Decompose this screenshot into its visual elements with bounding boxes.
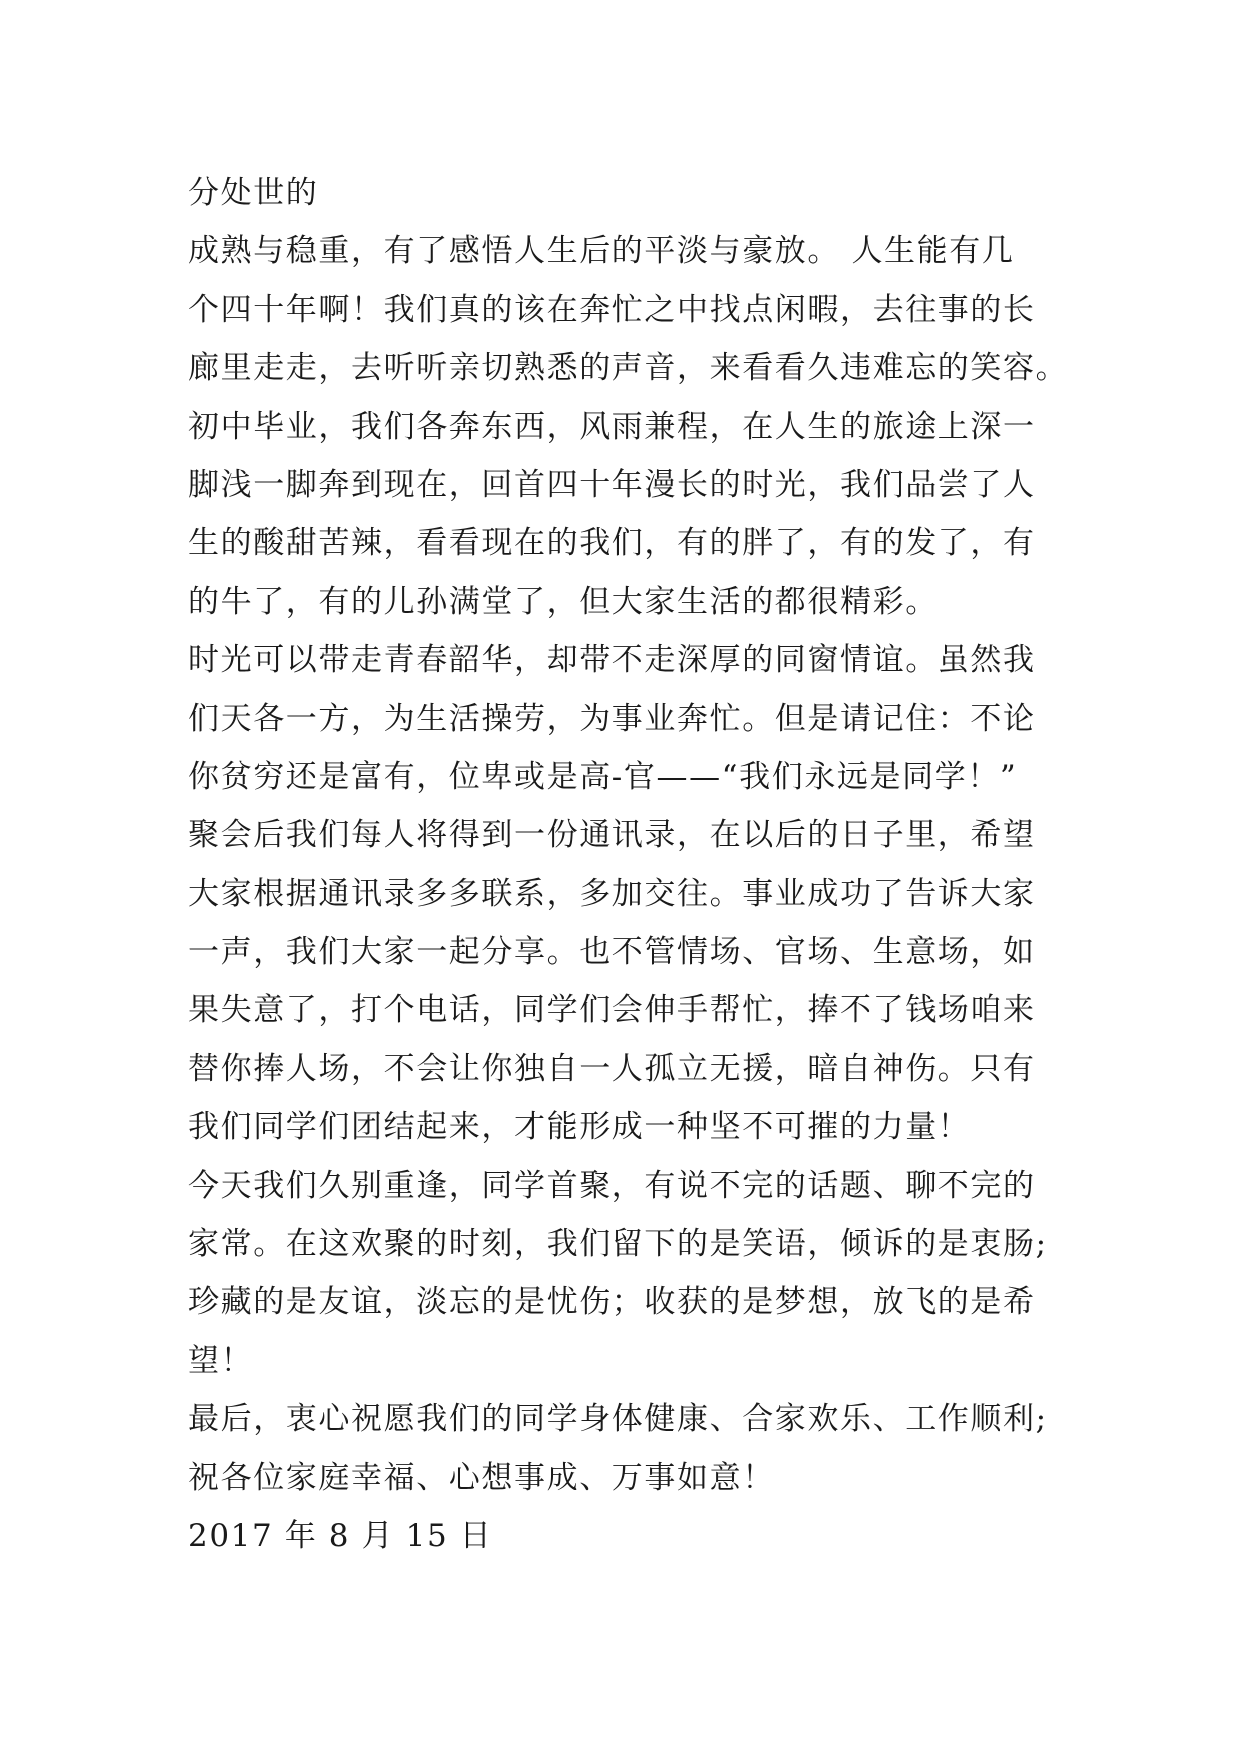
text-line: 廊里走走，去听听亲切熟悉的声音，来看看久违难忘的笑容。 [188,350,1069,387]
text-line: 初中毕业，我们各奔东西，风雨兼程，在人生的旅途上深一 [188,408,1036,445]
text-line: 我们同学们团结起来，才能形成一种坚不可摧的力量！ [188,1109,971,1146]
text-line: 今天我们久别重逢，同学首聚，有说不完的话题、聊不完的 [188,1167,1036,1204]
text-line: 家常。在这欢聚的时刻，我们留下的是笑语，倾诉的是衷肠; [188,1226,1048,1263]
text-line: 脚浅一脚奔到现在，回首四十年漫长的时光，我们品尝了人 [188,466,1036,503]
document-body [188,164,1068,1565]
text-line: 大家根据通讯录多多联系，多加交往。事业成功了告诉大家 [188,875,1036,912]
text-line: 珍藏的是友谊，淡忘的是忧伤；收获的是梦想，放飞的是希 [188,1284,1036,1321]
text-line: 望！ [188,1342,254,1379]
text-line: 祝各位家庭幸福、心想事成、万事如意！ [188,1459,775,1496]
text-line: 最后，衷心祝愿我们的同学身体健康、合家欢乐、工作顺利; [188,1401,1048,1438]
date-line: 2017 年 8 月 15 日 [188,1517,493,1554]
text-line: 的牛了，有的儿孙满堂了，但大家生活的都很精彩。 [188,583,938,620]
text-line: 个四十年啊！我们真的该在奔忙之中找点闲暇，去往事的长 [188,291,1036,328]
text-line: 替你捧人场，不会让你独自一人孤立无援，暗自神伤。只有 [188,1050,1036,1087]
text-line: 分处世的 [188,175,319,211]
text-line: 果失意了，打个电话，同学们会伸手帮忙，捧不了钱场咱来 [188,992,1036,1029]
text-line: 们天各一方，为生活操劳，为事业奔忙。但是请记住：不论 [188,700,1036,737]
text-line: 一声，我们大家一起分享。也不管情场、官场、生意场，如 [188,934,1036,971]
text-line: 成熟与稳重，有了感悟人生后的平淡与豪放。 人生能有几 [188,233,1015,270]
text-line: 生的酸甜苦辣，看看现在的我们，有的胖了，有的发了，有 [188,525,1036,562]
text-line: 时光可以带走青春韶华，却带不走深厚的同窗情谊。虽然我 [188,642,1036,679]
text-line: 聚会后我们每人将得到一份通讯录，在以后的日子里，希望 [188,817,1036,854]
text-line: 你贫穷还是富有，位卑或是高-官——“我们永远是同学！” [188,758,1018,795]
